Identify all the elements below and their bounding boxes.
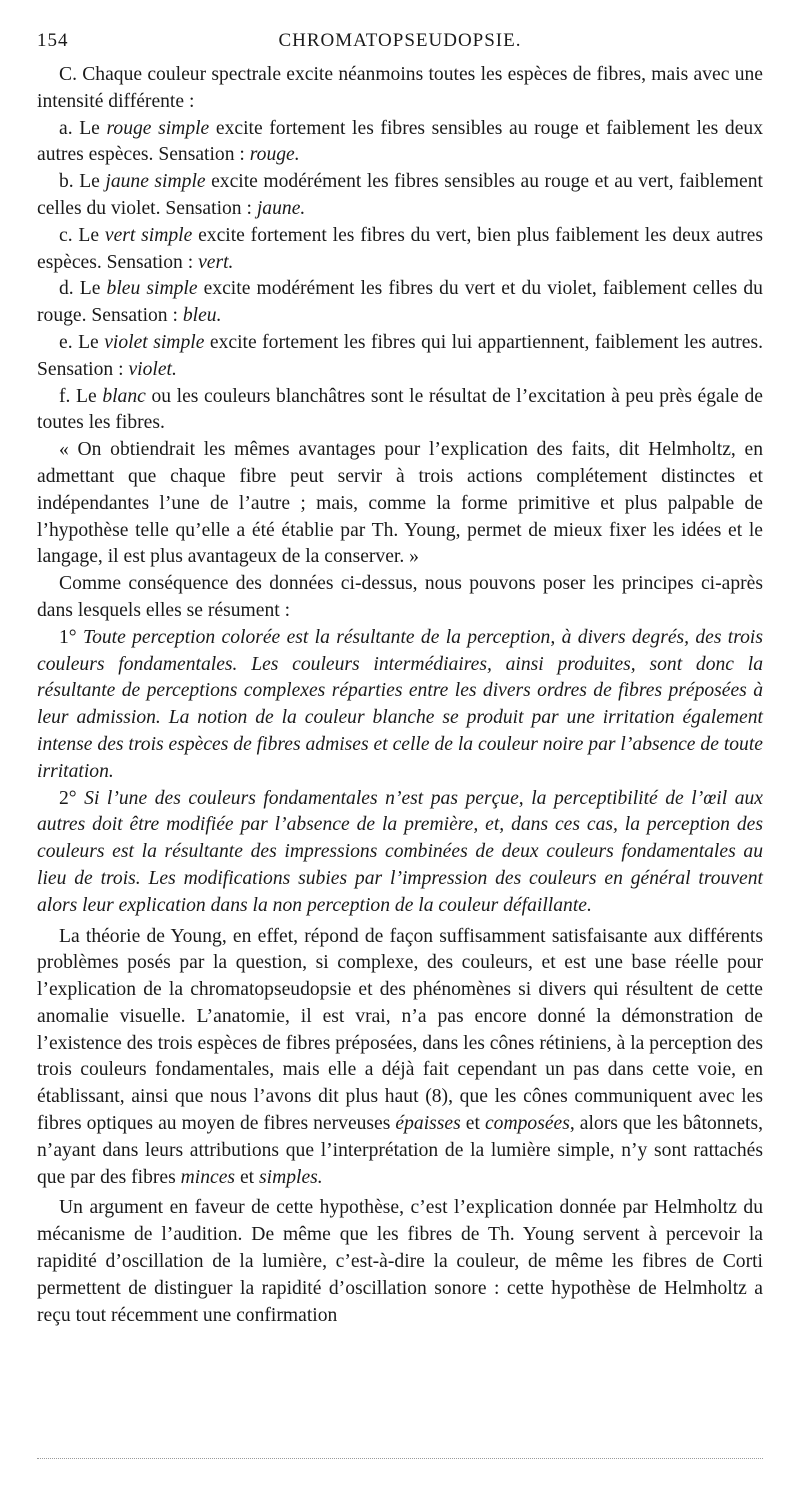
text-run: d. Le [59,278,107,300]
paragraph [37,276,763,330]
text-run: ou les couleurs blanchâtres sont le résultat de l’excitation à peu près égale de toutes les fibres. [37,385,763,434]
text-run: « On obtiendrait les mêmes avantages pour l’explication des faits, dit Helmholtz, en admettant que chaque fibre peut servir à trois actions complétement distinctes et indépendantes l’une de l’autre ; mais, comme la forme primitive et plus palpable de l’hypothèse telle qu’elle a été établie par Th. Young, permet de mieux fixer les idées et le langage, il est plus avantageux de la conserver. » [37,439,763,568]
text-run: b. Le [59,171,106,193]
text-run: e. Le [59,331,105,353]
text-run: , alors que les bâtonnets, n’ayant dans leurs attributions que l’interprétation de la lumière simple, n’y sont rattachés que par des fibres [37,1113,764,1188]
text-run: C. Chaque couleur spectrale excite néanmoins toutes les espèces de fibres, mais avec une intensité différente : [37,64,763,112]
paragraph [37,924,763,1192]
italic-run: blanc [102,385,146,407]
text-run: excite modérément les fibres du vert et du violet, faiblement celles du rouge. Sensation : [37,278,763,327]
paragraph [37,786,763,920]
italic-run: rouge. [249,144,300,166]
italic-run: bleu simple [106,278,198,300]
text-run: excite fortement les fibres qui lui appartiennent, faiblement les autres. Sensation : [37,331,764,380]
italic-run: jaune simple [105,171,206,193]
paragraph [37,223,763,277]
paragraph [37,62,763,116]
paragraph [37,116,763,170]
text-run: La théorie de Young, en effet, répond de façon suffisamment satisfaisante aux différents problèmes posés par la question, si complexe, des couleurs, et est une base réelle pour l’explication de la chromatopseudopsie et des phénomènes si divers qui résultent de cette anomalie visuelle. L’anatomie, il est vrai, n’a pas encore donné la démonstration de l’existence des trois espèces de fibres préposées, dans les cônes rétiniens, à la perception des trois couleurs fondamentales, mais elle a déjà fait cependant un pas dans cette voie, en établissant, ainsi que nous l’avons dit plus haut (8), que les cônes communiquent avec les fibres optiques au moyen de fibres nerveuses [37,925,763,1135]
italic-run: vert. [198,251,234,273]
italic-run: épaisses [395,1113,461,1135]
paragraph [37,571,763,625]
italic-run: violet. [128,358,177,380]
footer-dotted-rule [37,1458,763,1459]
text-run: a. Le [59,117,107,139]
text-run: excite modérément les fibres sensibles au rouge et au vert, faiblement celles du violet. Sensation : [37,171,763,219]
italic-run: composées [484,1113,570,1135]
italic-run: bleu. [182,305,222,327]
italic-run: jaune. [256,197,306,219]
italic-run: vert simple [104,224,193,246]
text-run: 2° [59,787,85,809]
paragraph [37,384,763,438]
paragraph [37,169,763,223]
italic-run: Toute perception colorée est la résultante de la perception, à divers degrés, des trois couleurs fondamentales. Les couleurs intermédiaires, ainsi produites, sont donc la résultante de perceptions complexes réparties entre les divers ordres de fibres préposées à leur admission. La notion de la couleur blanche se produit par une irritation également intense des trois espèces de fibres admises et celle de la couleur noire par l’absence de toute irritation. [37,626,764,782]
text-run: Comme conséquence des données ci-dessus, nous pouvons poser les principes ci-après dans lesquels elles se résument : [37,573,763,621]
running-title: CHROMATOPSEUDOPSIE. [278,30,522,51]
text-run: et [235,1166,259,1188]
italic-run: simples. [259,1166,323,1188]
text-run: Un argument en faveur de cette hypothèse, c’est l’explication donnée par Helmholtz du mécanisme de l’audition. De même que les fibres de Th. Young servent à percevoir la rapidité d’oscillation de la lumière, c’est-à-dire la couleur, de même les fibres de Corti permettent de distinguer la rapidité d’oscillation sonore : cette hypothèse de Helmholtz a reçu tout récemment une confirmation [37,1197,763,1326]
italic-run: Si l’une des couleurs fondamentales n’est pas perçue, la perceptibilité de l’œil aux autres doit être modifiée par l’absence de la première, et, dans ces cas, la perception des couleurs est la résultante des impressions combinées de deux couleurs fondamentales au lieu de trois. Les modifications subies par l’impression des couleurs en général trouvent alors leur explication dans la non perception de la couleur défaillante. [37,787,764,916]
paragraph [37,437,763,571]
text-run: et [460,1113,485,1135]
body-text [37,62,763,1329]
text-run: 1° [59,626,83,648]
page-header [37,30,763,58]
text-run: excite fortement les fibres sensibles au rouge et faiblement les deux autres espèces. Sensation : [37,117,763,166]
paragraph [37,625,763,786]
text-run: f. Le [59,385,103,407]
paragraph [37,1195,763,1329]
page-number: 154 [37,30,69,51]
italic-run: violet simple [104,331,205,353]
italic-run: rouge simple [106,117,210,139]
italic-run: minces [180,1166,236,1188]
text-run: excite fortement les fibres du vert, bien plus faiblement les deux autres espèces. Sensation : [37,224,763,273]
paragraph [37,330,763,384]
text-run: c. Le [59,224,105,246]
page [37,30,763,1329]
